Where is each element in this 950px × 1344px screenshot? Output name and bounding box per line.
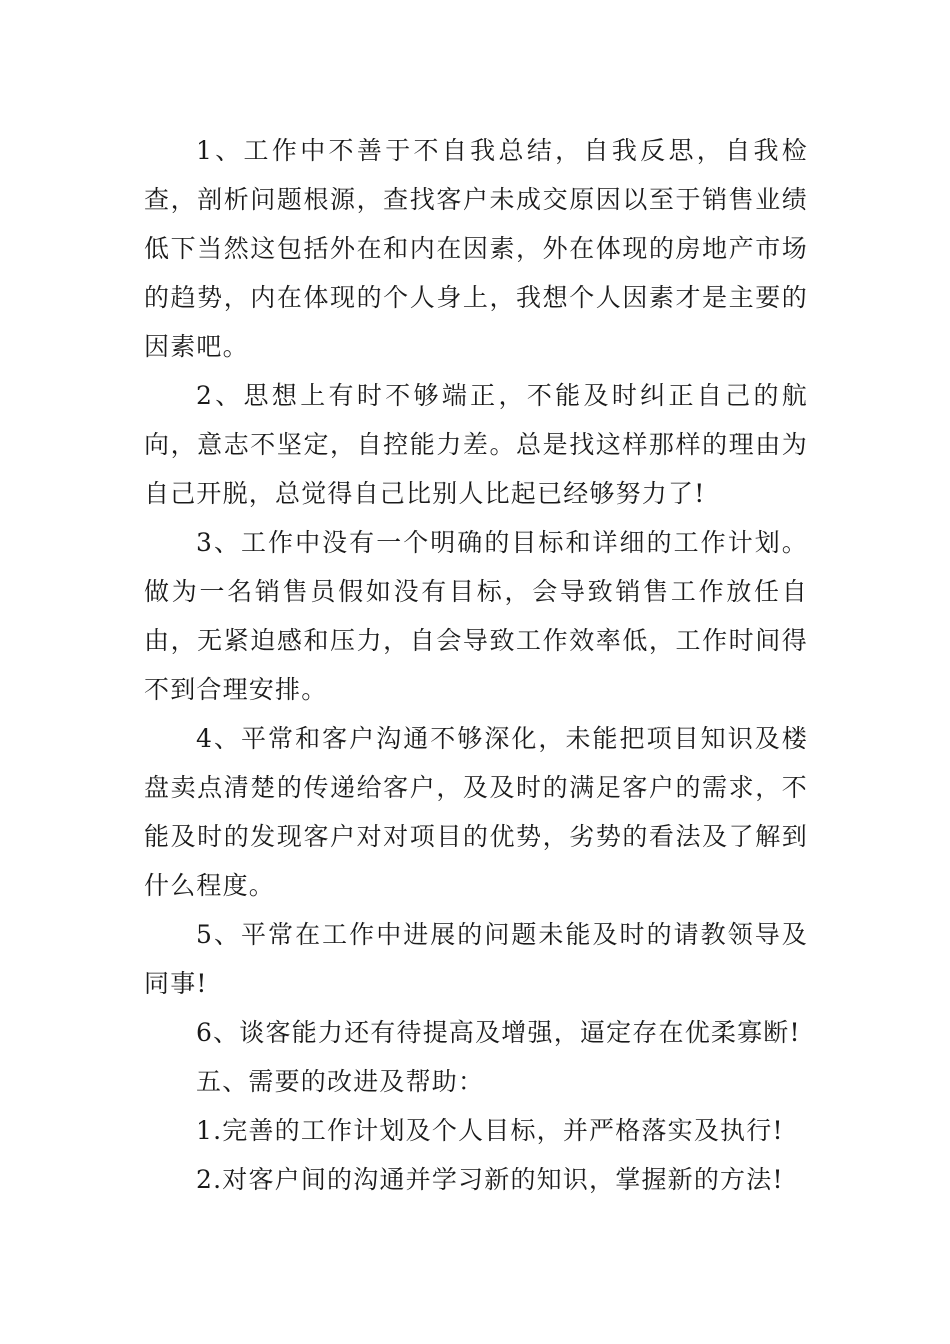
paragraph-5: 5、平常在工作中进展的问题未能及时的请教领导及同事! [144,920,808,998]
paragraph-6: 6、谈客能力还有待提高及增强，逼定存在优柔寡断! [196,1018,801,1047]
paragraph-1: 1、工作中不善于不自我总结，自我反思，自我检查，剖析问题根源，查找客户未成交原因以至于销售业绩低下当然这包括外在和内在因素，外在体现的房地产市场的趋势，内在体现的个人身上，我想个人因素才是主要的因素吧。 [144,136,808,361]
paragraph-2: 2、思想上有时不够端正，不能及时纠正自己的航向，意志不坚定，自控能力差。总是找这样那样的理由为自己开脱，总觉得自己比别人比起已经够努力了! [144,381,808,508]
paragraph-3: 3、工作中没有一个明确的目标和详细的工作计划。做为一名销售员假如没有目标，会导致销售工作放任自由，无紧迫感和压力，自会导致工作效率低，工作时间得不到合理安排。 [144,528,808,704]
improvement-item-2: 2.对客户间的沟通并学习新的知识，掌握新的方法! [196,1165,784,1194]
paragraph-4: 4、平常和客户沟通不够深化，未能把项目知识及楼盘卖点清楚的传递给客户，及及时的满足客户的需求，不能及时的发现客户对对项目的优势，劣势的看法及了解到什么程度。 [144,724,808,900]
section-heading: 五、需要的改进及帮助： [196,1067,485,1096]
document-body [144,126,808,1204]
improvement-item-1: 1.完善的工作计划及个人目标，并严格落实及执行! [196,1116,784,1145]
